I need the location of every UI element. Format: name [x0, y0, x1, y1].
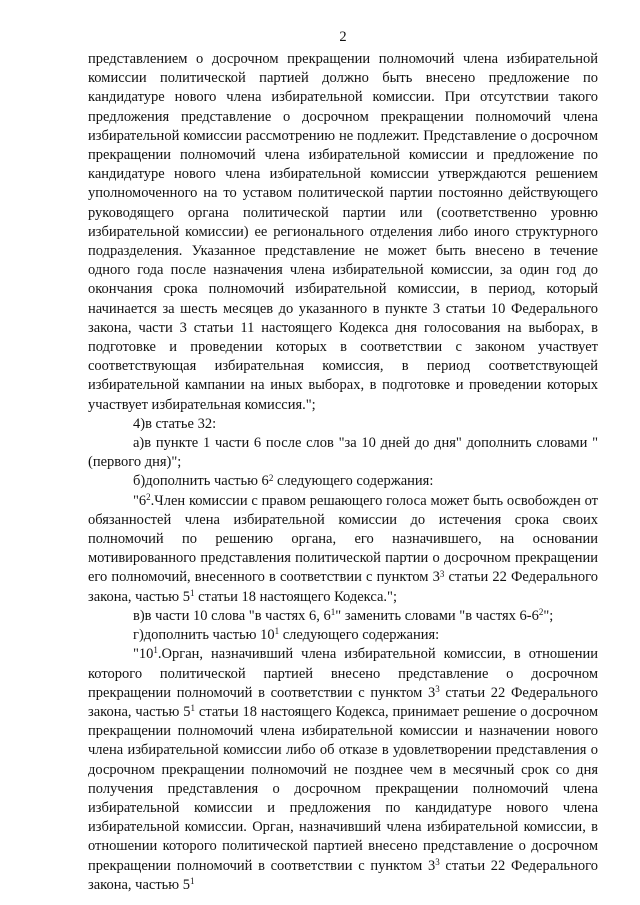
text-run: б)дополнить частью 6 — [133, 473, 269, 490]
text-run: статьи 22 Федерального закона, частью 5 — [88, 684, 598, 720]
superscript-index: 3 — [439, 568, 445, 579]
paragraph-item-g — [88, 626, 598, 645]
superscript-index: 1 — [190, 703, 196, 714]
text-run: .Орган, назначивший члена избирательной комиссии, в отношении которого политической партией внесено представление о досрочном прекращении полномочий в соответствии с пунктом 3 — [88, 646, 598, 701]
text-run: статьи 22 Федерального закона, частью 5 — [88, 857, 598, 893]
superscript-index: 3 — [435, 856, 440, 867]
text-run: "10 — [133, 646, 154, 663]
paragraph-part-6-2 — [88, 492, 598, 607]
paragraph-part-10-1 — [88, 645, 598, 895]
text-run: статьи 22 Федерального закона, частью 5 — [88, 569, 598, 605]
page-number: 2 — [339, 29, 347, 45]
text-run: статьи 18 настоящего Кодекса, принимает решение о досрочном прекращении полномочий члена избирательной комиссии и назначении нового члена избирательной комиссии либо об отказе в удовлетворении представления о досрочном прекращении полномочий не позднее чем в месячный срок со дня получения представления о досрочном прекращении полномочий члена избирательной комиссии и предложения по кандидатуре нового члена избирательной комиссии. Орган, назначивший члена избирательной комиссии, в отношении которого политической партией внесено представление о досрочном прекращении полномочий в соответствии с пунктом 3 — [88, 703, 598, 874]
text-run: представлением о досрочном прекращении полномочий члена избирательной комиссии политической партией должно быть внесено предложение по кандидатуре нового члена избирательной комиссии. При отсутствии такого предложения представление о досрочном прекращении полномочий члена избирательной комиссии рассмотрению не подлежит. Представление о досрочном прекращении полномочий члена избирательной комиссии и предложение по кандидатуре нового члена избирательной комиссии утверждаются решением уполномоченного на то уставом политической партии постоянно действующего руководящего органа политической партии или (соответственно уровню избирательной комиссии) ее регионального отделения либо иного структурного подразделения. Указанное представление не может быть внесено в течение одного года после назначения члена избирательной комиссии, за один год до окончания срока полномочий избирательной комиссии, в период, который начинается за шесть месяцев до указанного в пункте 3 статьи 10 Федерального закона, части 3 статьи 11 настоящего Кодекса дня голосования на выборах, в подготовке и проведении которых в соответствии с законом участвует соответствующая избирательная комиссия, в период соответствующей избирательной кампании на иных выборах, в подготовке и проведении которых участвует избирательная комиссия."; — [88, 51, 598, 413]
text-run: а)в пункте 1 части 6 после слов "за 10 дней до дня" дополнить словами "(первого дня)"; — [88, 435, 598, 471]
superscript-index: 2 — [146, 491, 151, 502]
text-run: следующего содержания: — [273, 473, 434, 490]
superscript-index: 1 — [274, 626, 280, 637]
text-run: г)дополнить частью 10 — [133, 627, 275, 644]
text-run: 4)в статье 32: — [133, 415, 217, 432]
paragraph-item-a — [88, 434, 598, 472]
paragraph-item-v — [88, 607, 598, 626]
text-run: статьи 18 настоящего Кодекса."; — [194, 588, 397, 605]
superscript-index: 2 — [268, 472, 274, 483]
paragraph-article-32 — [88, 415, 598, 434]
paragraph-continuation — [88, 50, 598, 415]
superscript-index: 1 — [153, 645, 158, 656]
text-run: "6 — [133, 492, 147, 509]
superscript-index: 3 — [435, 683, 440, 694]
superscript-index: 1 — [330, 607, 336, 618]
superscript-index: 1 — [190, 875, 195, 886]
superscript-index: 2 — [538, 607, 544, 618]
text-run: следующего содержания: — [279, 627, 440, 644]
superscript-index: 1 — [190, 587, 195, 598]
text-run: "; — [543, 607, 554, 624]
text-run: в)в части 10 слова "в частях 6, 6 — [133, 607, 331, 624]
text-run: .Член комиссии с правом решающего голоса может быть освобожден от обязанностей члена избирательной комиссии до истечения срока своих полномочий по решению органа, его назначившего, на основании мотивированного представления политической партии о досрочном прекращении его полномочий, внесенного в соответствии с пунктом 3 — [88, 492, 598, 586]
paragraph-item-b — [88, 472, 598, 491]
text-run: " заменить словами "в частях 6-6 — [335, 607, 539, 624]
